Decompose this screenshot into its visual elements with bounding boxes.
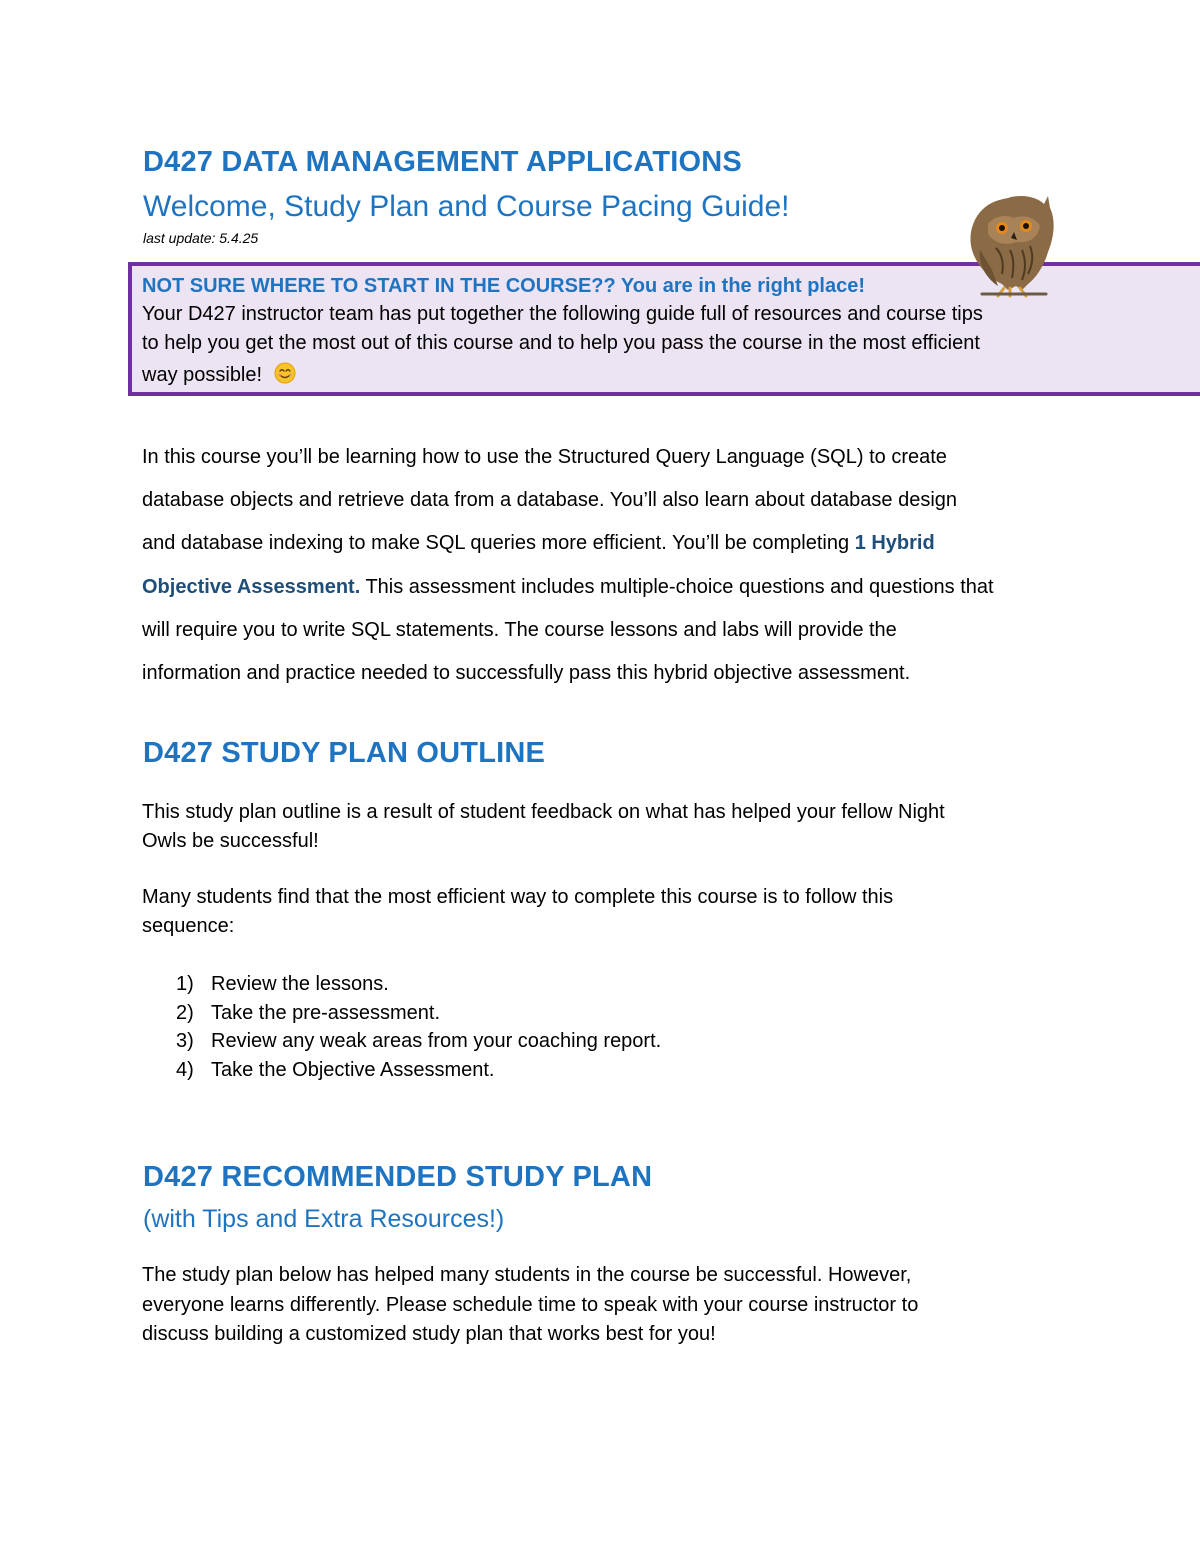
step-text: Review any weak areas from your coaching report. (211, 1030, 662, 1052)
document-title: D427 DATA MANAGEMENT APPLICATIONS (143, 146, 742, 178)
step-text: Review the lessons. (211, 973, 389, 995)
recommended-subheading: (with Tips and Extra Resources!) (143, 1205, 505, 1233)
hybrid-highlight: 1 Hybrid (854, 532, 935, 554)
last-update-text: last update: 5.4.25 (143, 230, 259, 246)
outline-p1-line-1: This study plan outline is a result of student feedback on what has helped your fellow Night (142, 801, 945, 823)
smiley-icon (274, 362, 296, 384)
step-text: Take the Objective Assessment. (211, 1059, 495, 1081)
recommended-line-2: everyone learns differently. Please schedule time to speak with your course instructor to (142, 1294, 919, 1316)
objective-assessment-highlight: Objective Assessment. (142, 576, 361, 598)
outline-p2-line-1: Many students find that the most efficient way to complete this course is to follow this (142, 886, 894, 908)
intro-line-4 (142, 576, 994, 599)
step-number: 2) (176, 1002, 194, 1024)
callout-line-3-text: way possible! (142, 364, 263, 386)
callout-heading: NOT SURE WHERE TO START IN THE COURSE?? You are in the right place! (142, 275, 866, 297)
step-number: 3) (176, 1030, 194, 1052)
step-number: 1) (176, 973, 194, 995)
outline-p2-line-2: sequence: (142, 915, 235, 937)
intro-line-4-text: This assessment includes multiple-choice questions and questions that (360, 576, 994, 598)
outline-heading: D427 STUDY PLAN OUTLINE (143, 737, 546, 769)
intro-line-6: information and practice needed to successfully pass this hybrid objective assessment. (142, 662, 911, 684)
step-number: 4) (176, 1059, 194, 1081)
recommended-line-3: discuss building a customized study plan that works best for you! (142, 1323, 716, 1345)
owl-icon (958, 190, 1058, 298)
outline-p1-line-2: Owls be successful! (142, 830, 319, 852)
step-text: Take the pre-assessment. (211, 1002, 440, 1024)
intro-line-3 (142, 532, 935, 555)
callout-line-1: Your D427 instructor team has put together the following guide full of resources and course tips (142, 303, 983, 325)
intro-line-3-text: and database indexing to make SQL queries more efficient. You’ll be completing (142, 532, 855, 554)
intro-line-2: database objects and retrieve data from a database. You’ll also learn about database design (142, 489, 958, 511)
callout-line-3 (142, 362, 296, 387)
intro-line-5: will require you to write SQL statements. The course lessons and labs will provide the (142, 619, 897, 641)
document-subtitle: Welcome, Study Plan and Course Pacing Guide! (143, 190, 790, 223)
recommended-line-1: The study plan below has helped many students in the course be successful. However, (142, 1264, 912, 1286)
intro-line-1: In this course you’ll be learning how to use the Structured Query Language (SQL) to create (142, 446, 947, 468)
recommended-heading: D427 RECOMMENDED STUDY PLAN (143, 1161, 653, 1193)
callout-line-2: to help you get the most out of this course and to help you pass the course in the most efficient (142, 332, 980, 354)
